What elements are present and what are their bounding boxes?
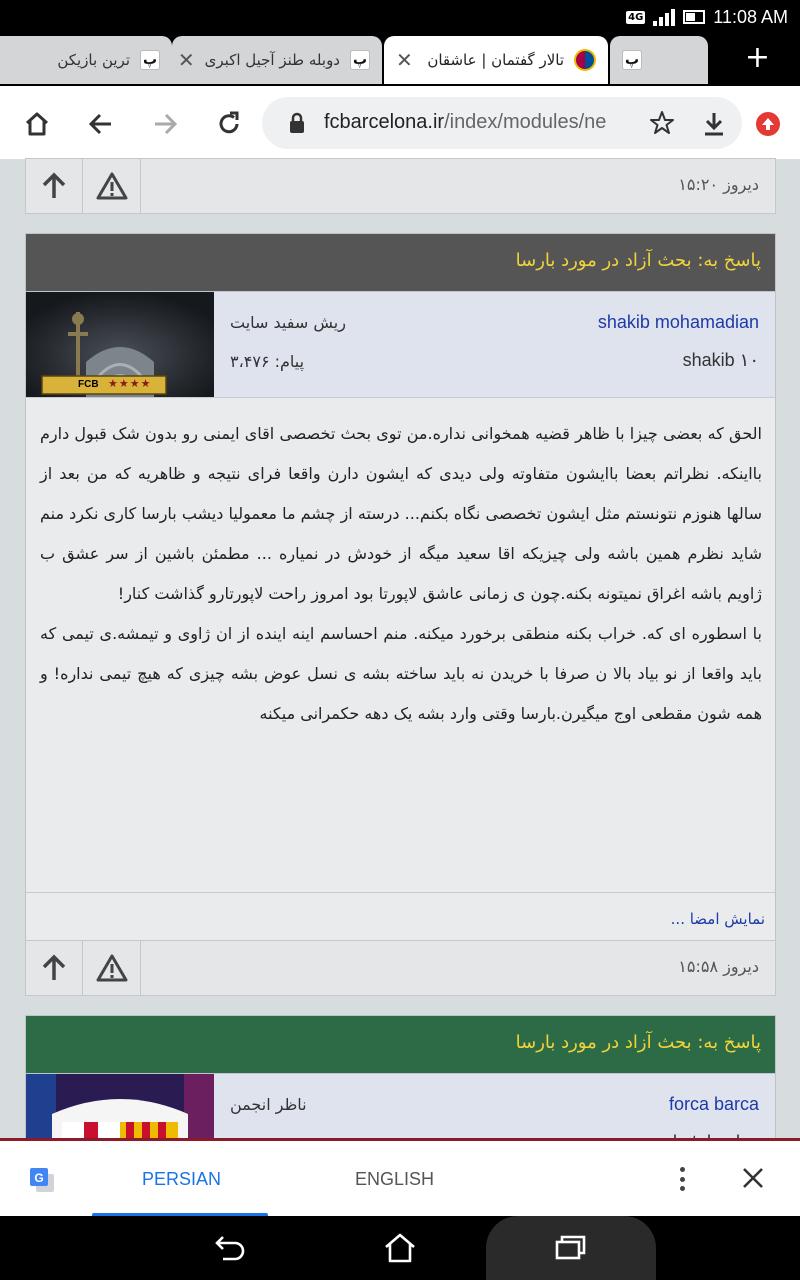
scroll-top-button[interactable] xyxy=(26,941,83,995)
home-icon xyxy=(23,110,51,138)
tab-title: دوبله طنز آجیل اکبری xyxy=(204,51,340,69)
author-name-link[interactable]: forca barca xyxy=(668,1094,759,1114)
warning-icon xyxy=(96,171,128,201)
signal-icon xyxy=(653,8,675,26)
tab-title: تالار گفتمان | عاشقان xyxy=(427,51,564,69)
post-footer xyxy=(25,940,776,996)
url-text xyxy=(324,111,644,134)
report-button[interactable] xyxy=(84,941,141,995)
home-icon xyxy=(383,1232,417,1264)
battery-icon xyxy=(683,10,705,24)
post-title: پاسخ به: بحث آزاد در مورد بارسا xyxy=(26,234,775,291)
show-signature-link[interactable]: نمایش امضا ... xyxy=(670,910,765,928)
update-arrow-icon xyxy=(755,111,781,137)
source-language-tab[interactable]: PERSIAN xyxy=(142,1169,222,1189)
arrow-right-icon xyxy=(151,110,179,138)
forward-button[interactable] xyxy=(145,104,185,144)
reload-icon xyxy=(215,110,243,138)
post-date: دیروز ۱۵:۵۸ xyxy=(678,957,759,976)
author-name-link[interactable]: shakib mohamadian xyxy=(597,312,759,332)
arrow-up-icon xyxy=(41,953,67,983)
tab-title: ترین بازیکن xyxy=(57,51,130,69)
target-language-tab[interactable]: ENGLISH xyxy=(355,1169,435,1189)
site-favicon-icon: ﭖ xyxy=(622,50,642,70)
close-icon[interactable] xyxy=(738,1163,768,1193)
translate-bar xyxy=(0,1138,800,1216)
tab-3-active[interactable] xyxy=(384,36,608,84)
tab-1[interactable] xyxy=(0,36,172,84)
author-post-count: پیام: ۳،۴۷۶ xyxy=(230,352,305,371)
author-title: ناظر انجمن xyxy=(230,1095,307,1114)
status-bar xyxy=(0,0,800,33)
recents-nav-button[interactable] xyxy=(550,1228,590,1268)
author-rank: shakib ۱۰ xyxy=(682,350,759,370)
barcelona-crest-icon xyxy=(574,49,596,71)
network-type-indicator: 4G xyxy=(628,11,644,23)
arrow-left-icon xyxy=(87,110,115,138)
scroll-top-button[interactable] xyxy=(26,159,83,213)
more-options-icon[interactable] xyxy=(672,1163,692,1195)
site-favicon-icon: ﭖ xyxy=(140,50,160,70)
reload-button[interactable] xyxy=(209,104,249,144)
address-bar[interactable] xyxy=(262,97,742,149)
post-title: پاسخ به: بحث آزاد در مورد بارسا xyxy=(26,1016,775,1073)
lock-icon xyxy=(288,112,306,134)
google-translate-icon xyxy=(28,1166,56,1194)
update-button[interactable] xyxy=(748,104,788,144)
warning-icon xyxy=(96,953,128,983)
system-nav-bar xyxy=(0,1216,800,1280)
post-date: دیروز ۱۵:۲۰ xyxy=(678,175,759,194)
bookmark-star-icon[interactable] xyxy=(649,110,675,136)
home-nav-button[interactable] xyxy=(380,1228,420,1268)
new-tab-button[interactable]: + xyxy=(744,40,770,75)
tab-2[interactable] xyxy=(172,36,382,84)
avatar[interactable] xyxy=(26,292,214,397)
back-icon xyxy=(213,1233,247,1263)
page-content xyxy=(0,160,800,1140)
author-title: ریش سفید سایت xyxy=(230,313,346,332)
author-box xyxy=(26,291,775,397)
home-button[interactable] xyxy=(17,104,57,144)
download-button[interactable] xyxy=(694,104,734,144)
url-path: /index/modules/ne xyxy=(444,111,607,133)
rank-stars-icon: ★★★★ xyxy=(108,377,152,390)
tab-strip xyxy=(0,33,800,86)
post-body xyxy=(26,397,775,892)
url-domain: fcbarcelona.ir xyxy=(324,111,445,133)
svg-text:G: G xyxy=(34,1171,44,1185)
post-paragraph: با اسطوره ای که. خراب بکنه منطقی برخورد میکنه. منم احساسم اینه اینده از ان ژاوی و تیمشه.ی تیمی که باید واقعا از نو بیاد بالا ن صرفا با خریدن نه باید ساخته بشه ی نسل عوض بشه چیزی که هیچ تیمی نداره! و همه شون مقطعی اوج میگیرن.بارسا وقتی وارد بشه یک دهه حکمرانی میکنه xyxy=(40,624,762,723)
recent-apps-icon xyxy=(553,1233,587,1263)
post-paragraph: الحق که بعضی چیزا با ظاهر قضیه همخوانی نداره.من توی بحث تخصصی اقای ایمنی رو بدون شک قبول دارم بااینکه. نظراتم بعضا باایشون متفاوته ولی دیدی که ایشون دارن واقعا فرای نتیجه و ظاهریه که من بعد از سالها هنوزم نتونستم مثل ایشون تخصصی نگاه بکنم... درسته از چشم ما معمولیا دیشب بارسا کاری نکرد منم شاید نظرم همین باشه ولی چیزیکه اقا سعید میگه از خودش در نمیاره ... مطمئن باشین از سر عشق ب ژاویم باشه اغراق نمیتونه بکنه.چون ی زمانی عاشق لاپورتا بود امروز راحت لاپورتارو گذاشت کنار! xyxy=(40,424,762,603)
report-button[interactable] xyxy=(84,159,141,213)
close-tab-icon[interactable]: ✕ xyxy=(396,48,413,72)
download-icon xyxy=(701,110,727,138)
forum-post xyxy=(25,233,776,950)
back-button[interactable] xyxy=(81,104,121,144)
fcb-badge: FCB xyxy=(78,379,99,390)
post-footer xyxy=(25,158,776,214)
arrow-up-icon xyxy=(41,171,67,201)
close-tab-icon[interactable]: ✕ xyxy=(177,48,195,72)
browser-toolbar xyxy=(0,86,800,160)
clock: 11:08 AM xyxy=(713,6,788,27)
back-nav-button[interactable] xyxy=(210,1228,250,1268)
site-favicon-icon: ﭖ xyxy=(350,50,370,70)
tab-4[interactable] xyxy=(610,36,708,84)
